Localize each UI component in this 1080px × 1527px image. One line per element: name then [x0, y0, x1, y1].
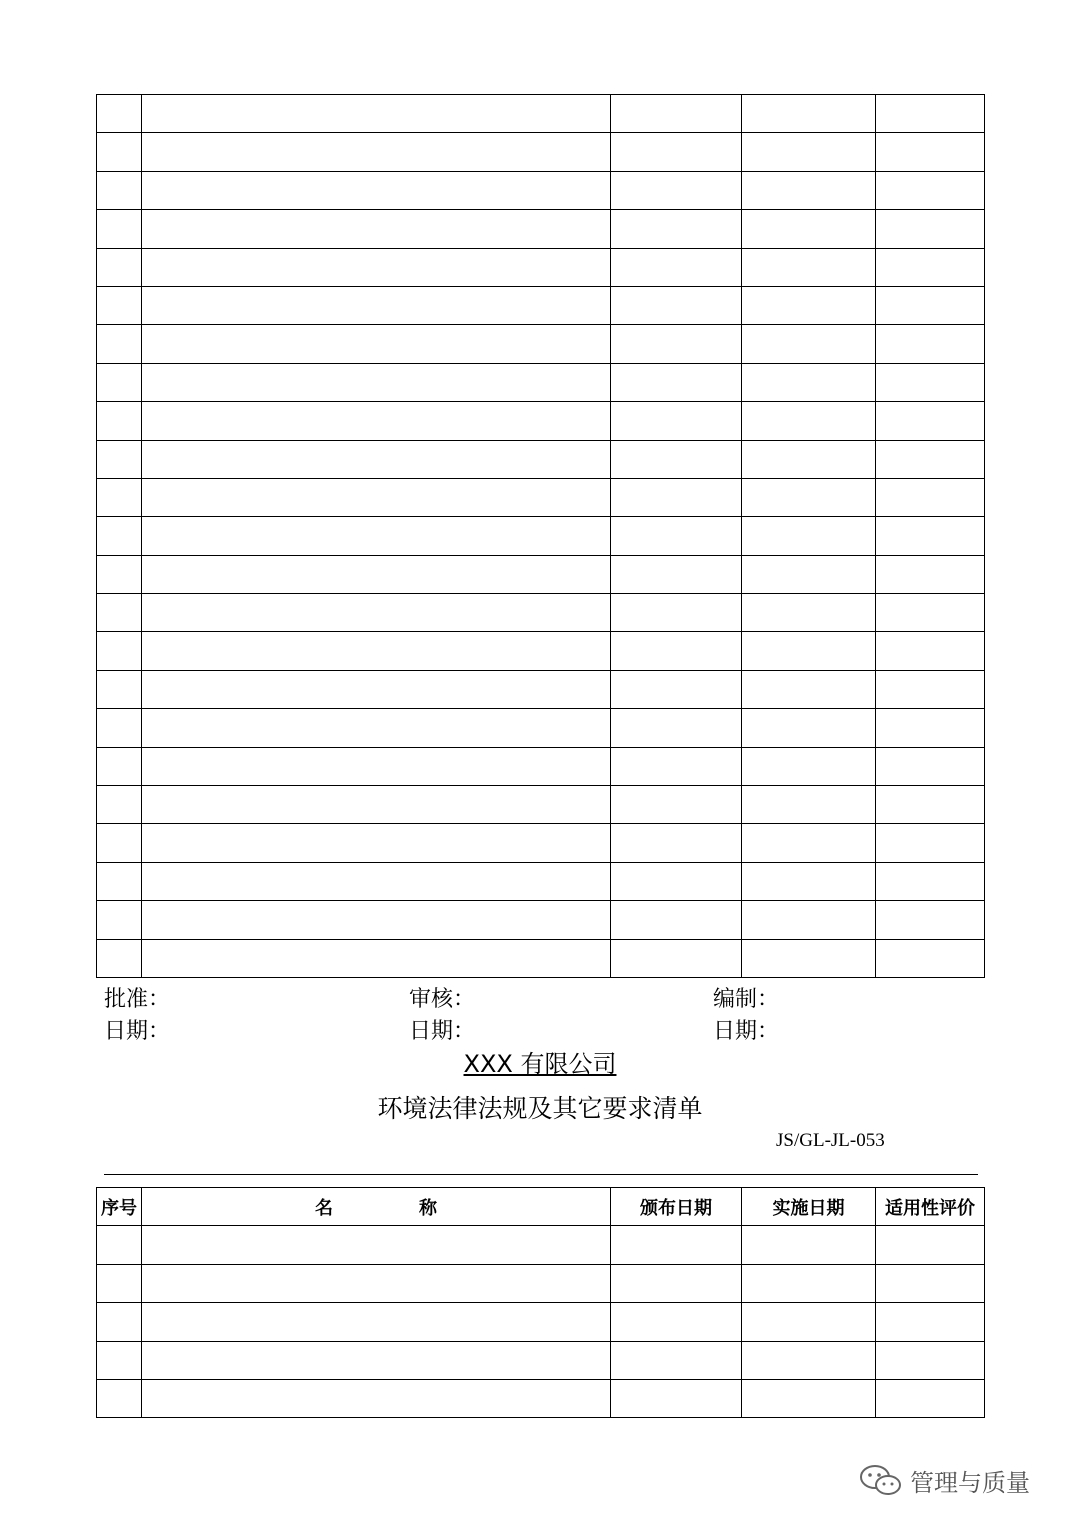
cell-applicability — [876, 555, 985, 593]
cell-issue-date — [611, 363, 742, 401]
cell-issue-date — [611, 133, 742, 171]
table-row — [97, 133, 985, 171]
cell-index — [97, 670, 142, 708]
cell-name — [142, 1226, 611, 1264]
cell-applicability — [876, 824, 985, 862]
cell-effective-date — [742, 747, 876, 785]
cell-name — [142, 709, 611, 747]
cell-issue-date — [611, 594, 742, 632]
cell-index — [97, 478, 142, 516]
cell-index — [97, 939, 142, 977]
cell-issue-date — [611, 210, 742, 248]
header-issue-date: 颁布日期 — [611, 1188, 742, 1226]
cell-effective-date — [742, 939, 876, 977]
table-row — [97, 248, 985, 286]
cell-effective-date — [742, 1303, 876, 1341]
header-divider — [104, 1174, 978, 1175]
cell-name — [142, 478, 611, 516]
cell-name — [142, 325, 611, 363]
table-row — [97, 95, 985, 133]
cell-applicability — [876, 517, 985, 555]
cell-name — [142, 363, 611, 401]
cell-index — [97, 517, 142, 555]
table-row — [97, 171, 985, 209]
table-row — [97, 594, 985, 632]
approve-date-label: 日期： — [104, 1019, 171, 1044]
cell-applicability — [876, 402, 985, 440]
table-row — [97, 325, 985, 363]
cell-applicability — [876, 939, 985, 977]
cell-name — [142, 210, 611, 248]
cell-issue-date — [611, 1341, 742, 1379]
cell-name — [142, 824, 611, 862]
cell-issue-date — [611, 402, 742, 440]
table-row — [97, 1341, 985, 1379]
cell-name — [142, 632, 611, 670]
table-row — [97, 402, 985, 440]
cell-issue-date — [611, 95, 742, 133]
cell-effective-date — [742, 1226, 876, 1264]
table-row — [97, 286, 985, 324]
cell-issue-date — [611, 747, 742, 785]
review-date-label: 日期： — [409, 1019, 476, 1044]
approve-label: 批准： — [104, 987, 171, 1012]
header-index: 序号 — [97, 1188, 142, 1226]
table-row — [97, 478, 985, 516]
cell-applicability — [876, 171, 985, 209]
cell-name — [142, 786, 611, 824]
table-row — [97, 210, 985, 248]
header-effective-date: 实施日期 — [742, 1188, 876, 1226]
cell-index — [97, 824, 142, 862]
cell-effective-date — [742, 171, 876, 209]
table-row — [97, 363, 985, 401]
table-row — [97, 1226, 985, 1264]
cell-index — [97, 363, 142, 401]
cell-issue-date — [611, 1264, 742, 1302]
cell-index — [97, 901, 142, 939]
cell-issue-date — [611, 670, 742, 708]
cell-issue-date — [611, 901, 742, 939]
cell-effective-date — [742, 670, 876, 708]
cell-applicability — [876, 363, 985, 401]
cell-index — [97, 786, 142, 824]
cell-effective-date — [742, 1379, 876, 1417]
cell-index — [97, 747, 142, 785]
cell-index — [97, 402, 142, 440]
cell-applicability — [876, 862, 985, 900]
cell-effective-date — [742, 133, 876, 171]
cell-effective-date — [742, 786, 876, 824]
cell-name — [142, 171, 611, 209]
table-row — [97, 939, 985, 977]
cell-effective-date — [742, 1341, 876, 1379]
cell-effective-date — [742, 325, 876, 363]
cell-name — [142, 440, 611, 478]
cell-effective-date — [742, 594, 876, 632]
cell-index — [97, 210, 142, 248]
table-row — [97, 786, 985, 824]
cell-index — [97, 95, 142, 133]
regulation-table — [96, 1187, 985, 1418]
cell-index — [97, 248, 142, 286]
cell-applicability — [876, 709, 985, 747]
cell-name — [142, 95, 611, 133]
cell-issue-date — [611, 440, 742, 478]
cell-issue-date — [611, 478, 742, 516]
cell-issue-date — [611, 1379, 742, 1417]
document-title: 环境法律法规及其它要求清单 — [377, 1094, 703, 1123]
cell-index — [97, 594, 142, 632]
cell-effective-date — [742, 478, 876, 516]
cell-index — [97, 286, 142, 324]
document-code: JS/GL-JL-053 — [776, 1130, 885, 1151]
cell-issue-date — [611, 862, 742, 900]
cell-name — [142, 747, 611, 785]
table-header-row — [97, 1188, 985, 1226]
cell-applicability — [876, 325, 985, 363]
table-row — [97, 517, 985, 555]
cell-effective-date — [742, 862, 876, 900]
cell-name — [142, 555, 611, 593]
cell-name — [142, 286, 611, 324]
company-name: XXX 有限公司 — [463, 1050, 617, 1078]
cell-applicability — [876, 1264, 985, 1302]
header-name-part1: 名 — [315, 1197, 333, 1219]
cell-applicability — [876, 248, 985, 286]
cell-effective-date — [742, 632, 876, 670]
cell-applicability — [876, 1226, 985, 1264]
cell-applicability — [876, 1341, 985, 1379]
table-row — [97, 555, 985, 593]
cell-effective-date — [742, 517, 876, 555]
table-row — [97, 862, 985, 900]
cell-effective-date — [742, 95, 876, 133]
table-row — [97, 747, 985, 785]
cell-index — [97, 555, 142, 593]
watermark — [858, 1462, 1030, 1498]
cell-applicability — [876, 1379, 985, 1417]
cell-applicability — [876, 210, 985, 248]
cell-effective-date — [742, 901, 876, 939]
table-row — [97, 440, 985, 478]
cell-name — [142, 901, 611, 939]
cell-index — [97, 133, 142, 171]
cell-effective-date — [742, 824, 876, 862]
cell-issue-date — [611, 286, 742, 324]
table-row — [97, 1379, 985, 1417]
cell-effective-date — [742, 555, 876, 593]
cell-issue-date — [611, 248, 742, 286]
cell-effective-date — [742, 440, 876, 478]
cell-index — [97, 632, 142, 670]
cell-name — [142, 133, 611, 171]
review-label: 审核： — [409, 987, 476, 1012]
cell-name — [142, 670, 611, 708]
cell-effective-date — [742, 363, 876, 401]
cell-issue-date — [611, 1226, 742, 1264]
table-row — [97, 1303, 985, 1341]
cell-index — [97, 440, 142, 478]
cell-issue-date — [611, 555, 742, 593]
cell-applicability — [876, 786, 985, 824]
cell-applicability — [876, 95, 985, 133]
cell-effective-date — [742, 286, 876, 324]
cell-index — [97, 1341, 142, 1379]
cell-name — [142, 862, 611, 900]
table-row — [97, 709, 985, 747]
cell-applicability — [876, 286, 985, 324]
cell-applicability — [876, 632, 985, 670]
wechat-icon — [858, 1462, 904, 1498]
cell-index — [97, 1264, 142, 1302]
cell-effective-date — [742, 210, 876, 248]
cell-applicability — [876, 594, 985, 632]
cell-applicability — [876, 670, 985, 708]
cell-index — [97, 171, 142, 209]
cell-name — [142, 1303, 611, 1341]
table-row — [97, 824, 985, 862]
cell-applicability — [876, 440, 985, 478]
cell-name — [142, 1379, 611, 1417]
cell-effective-date — [742, 248, 876, 286]
cell-issue-date — [611, 1303, 742, 1341]
table-row — [97, 670, 985, 708]
cell-effective-date — [742, 402, 876, 440]
cell-index — [97, 862, 142, 900]
cell-name — [142, 517, 611, 555]
cell-index — [97, 1379, 142, 1417]
table-row — [97, 901, 985, 939]
table-row — [97, 1264, 985, 1302]
compile-date-label: 日期： — [713, 1019, 780, 1044]
cell-index — [97, 709, 142, 747]
cell-name — [142, 402, 611, 440]
watermark-text: 管理与质量 — [910, 1468, 1030, 1497]
cell-issue-date — [611, 632, 742, 670]
cell-name — [142, 1264, 611, 1302]
cell-name — [142, 939, 611, 977]
cell-issue-date — [611, 325, 742, 363]
cell-issue-date — [611, 517, 742, 555]
header-name-part2: 称 — [419, 1197, 437, 1219]
cell-name — [142, 248, 611, 286]
cell-issue-date — [611, 786, 742, 824]
cell-index — [97, 1226, 142, 1264]
cell-applicability — [876, 1303, 985, 1341]
cell-index — [97, 325, 142, 363]
cell-applicability — [876, 901, 985, 939]
header-name — [142, 1188, 611, 1226]
regulation-table-continued — [96, 94, 985, 978]
table-row — [97, 632, 985, 670]
cell-name — [142, 1341, 611, 1379]
cell-applicability — [876, 133, 985, 171]
cell-effective-date — [742, 1264, 876, 1302]
cell-issue-date — [611, 824, 742, 862]
cell-issue-date — [611, 709, 742, 747]
cell-applicability — [876, 747, 985, 785]
cell-name — [142, 594, 611, 632]
cell-index — [97, 1303, 142, 1341]
compile-label: 编制： — [713, 987, 780, 1012]
header-applicability: 适用性评价 — [876, 1188, 985, 1226]
cell-issue-date — [611, 939, 742, 977]
cell-issue-date — [611, 171, 742, 209]
cell-applicability — [876, 478, 985, 516]
cell-effective-date — [742, 709, 876, 747]
